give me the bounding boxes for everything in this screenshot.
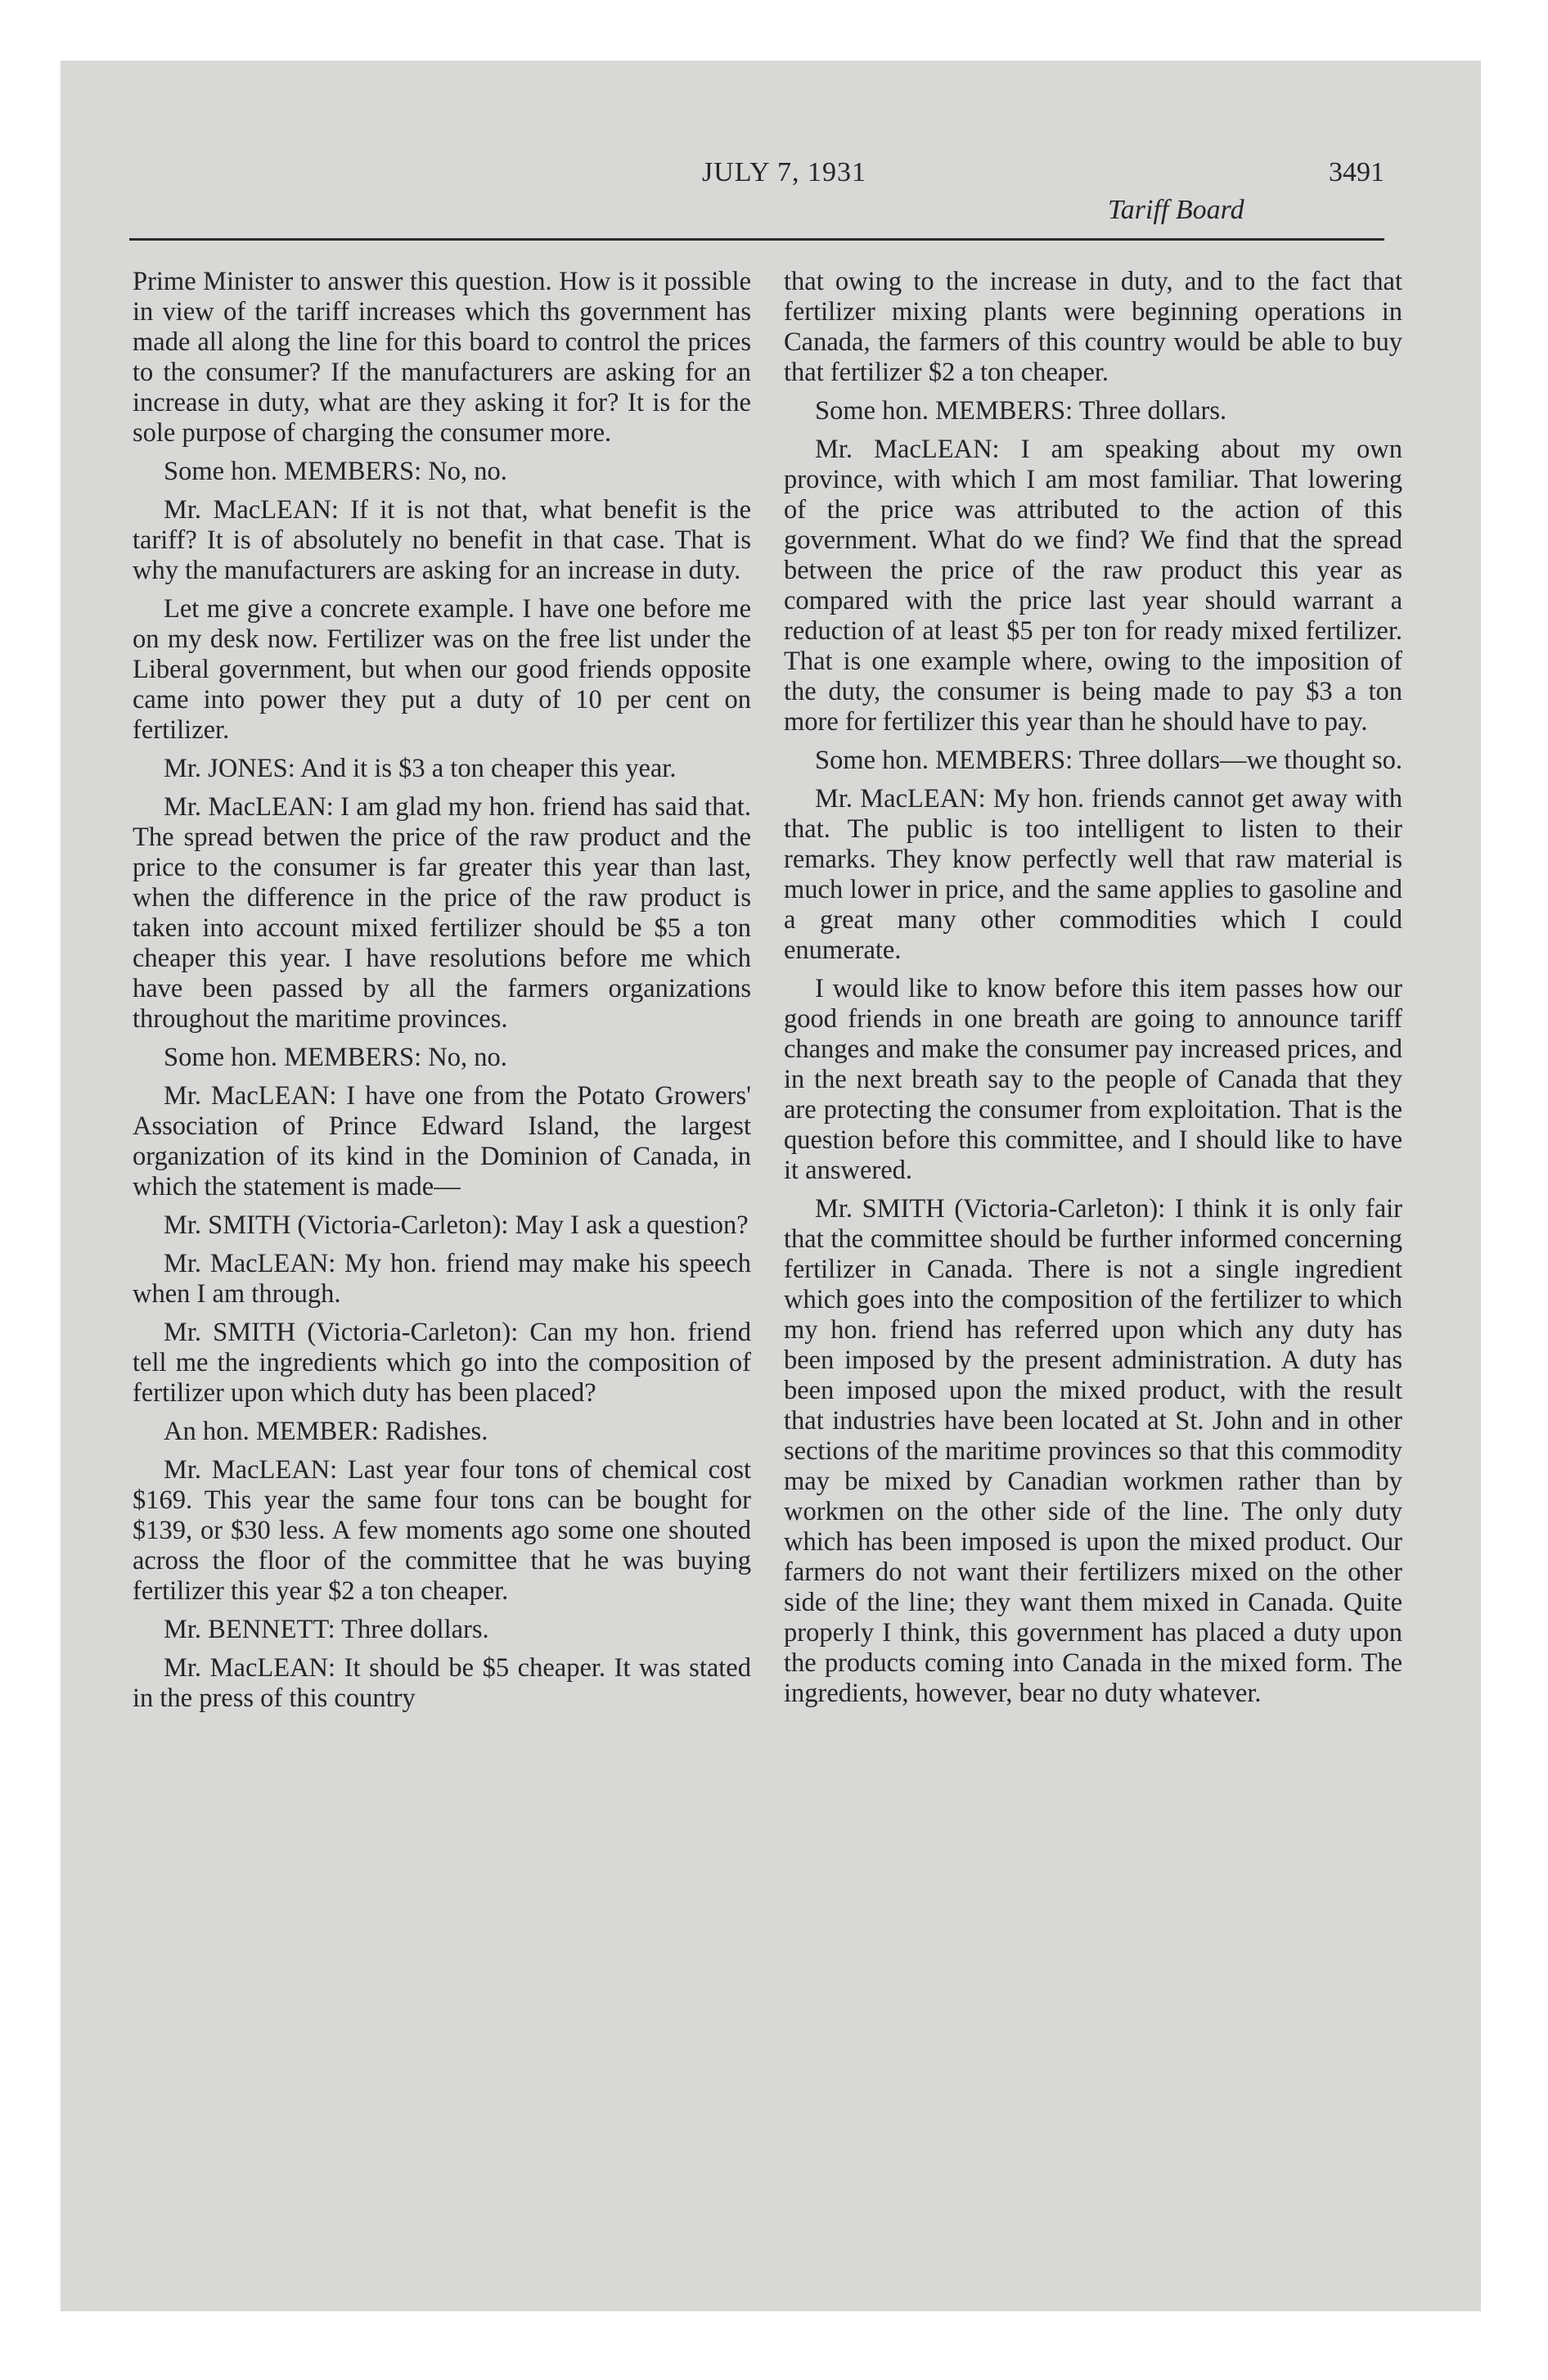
paragraph: Mr. MacLEAN: I am glad my hon. friend has said that. The spread betwen the price of the raw product and the price to the consumer is far greater this year than last, when the difference in the price of the raw product is taken into account mixed fertilizer should be $5 a ton cheaper this year. I have resolutions before me which have been passed by all the farmers organizations throughout the maritime provinces. xyxy=(133,792,751,1034)
paragraph: Let me give a concrete example. I have one before me on my desk now. Fertilizer was on the free list under the Liberal government, but when our good friends opposite came into power they put a duty of 10 per cent on fertilizer. xyxy=(133,594,751,745)
paragraph: Some hon. MEMBERS: No, no. xyxy=(164,1043,507,1072)
paragraph: An hon. MEMBER: Radishes. xyxy=(164,1417,488,1446)
paragraph: Mr. JONES: And it is $3 a ton cheaper this year. xyxy=(164,754,677,783)
paragraph: Mr. SMITH (Victoria-Carleton): Can my hon. friend tell me the ingredients which go into the composition of fertilizer upon which duty has been placed? xyxy=(133,1318,751,1408)
page-date: JULY 7, 1931 xyxy=(702,157,866,187)
page-header xyxy=(129,149,1384,239)
paragraph: Some hon. MEMBERS: Three dollars. xyxy=(815,396,1227,426)
page-number: 3491 xyxy=(1329,157,1384,187)
paragraph: Some hon. MEMBERS: Three dollars—we thought so. xyxy=(815,746,1402,775)
left-column xyxy=(133,267,751,1722)
header-rule xyxy=(129,238,1384,241)
paragraph: Mr. MacLEAN: I am speaking about my own province, with which I am most familiar. That lowering of the price was attributed to the action of this government. What do we find? We find that the spread between the price of the raw product this year as compared with the price last year should warrant a reduction of at least $5 per ton for ready mixed fertilizer. That is one example where, owing to the imposition of the duty, the consumer is being made to pay $3 a ton more for fertilizer this year than he should have to pay. xyxy=(784,435,1402,737)
paragraph: Mr. MacLEAN: If it is not that, what benefit is the tariff? It is of absolutely no benefit in that case. That is why the manufacturers are asking for an increase in duty. xyxy=(133,495,751,585)
paragraph: Mr. MacLEAN: My hon. friends cannot get away with that. The public is too intelligent to listen to their remarks. They know perfectly well that raw material is much lower in price, and the same applies to gasoline and a great many other commodities which I could enumerate. xyxy=(784,784,1402,965)
paragraph: Some hon. MEMBERS: No, no. xyxy=(164,457,507,486)
paragraph: Mr. BENNETT: Three dollars. xyxy=(164,1615,489,1644)
paragraph: Mr. SMITH (Victoria-Carleton): I think it is only fair that the committee should be further informed concerning fertilizer in Canada. There is not a single ingredient which goes into the composition of the fertilizer to which my hon. friend has referred upon which any duty has been imposed by the present administration. A duty has been imposed upon the mixed product, with the result that industries have been located at St. John and in other sections of the maritime provinces so that this commodity may be mixed by Canadian workmen rather than by workmen on the other side of the line. The only duty which has been imposed is upon the mixed product. Our farmers do not want their fertilizers mixed on the other side of the line; they want them mixed in Canada. Quite properly I think, this government has placed a duty upon the products coming into Canada in the mixed form. The ingredients, however, bear no duty whatever. xyxy=(784,1194,1402,1708)
paragraph: Mr. MacLEAN: My hon. friend may make his speech when I am through. xyxy=(133,1249,751,1309)
paragraph: Mr. MacLEAN: It should be $5 cheaper. It was stated in the press of this country xyxy=(133,1653,751,1713)
paragraph: I would like to know before this item passes how our good friends in one breath are going to announce tariff changes and make the consumer pay increased prices, and in the next breath say to the people of Canada that they are protecting the consumer from exploitation. That is the question before this committee, and I should like to have it answered. xyxy=(784,974,1402,1185)
paragraph: Prime Minister to answer this question. How is it possible in view of the tariff increases which ths government has made all along the line for this board to control the prices to the consumer? If the manufacturers are asking for an increase in duty, what are they asking it for? It is for the sole purpose of charging the consumer more. xyxy=(133,267,751,448)
right-column xyxy=(784,267,1402,1717)
paragraph: Mr. SMITH (Victoria-Carleton): May I ask a question? xyxy=(164,1210,749,1240)
paragraph: that owing to the increase in duty, and to the fact that fertilizer mixing plants were beginning operations in Canada, the farmers of this country would be able to buy that fertilizer $2 a ton cheaper. xyxy=(784,267,1402,387)
section-title: Tariff Board xyxy=(1108,195,1244,225)
paragraph: Mr. MacLEAN: Last year four tons of chemical cost $169. This year the same four tons can be bought for $139, or $30 less. A few moments ago some one shouted across the floor of the committee that he was buying fertilizer this year $2 a ton cheaper. xyxy=(133,1455,751,1606)
paragraph: Mr. MacLEAN: I have one from the Potato Growers' Association of Prince Edward Island, the largest organization of its kind in the Dominion of Canada, in which the statement is made— xyxy=(133,1081,751,1201)
